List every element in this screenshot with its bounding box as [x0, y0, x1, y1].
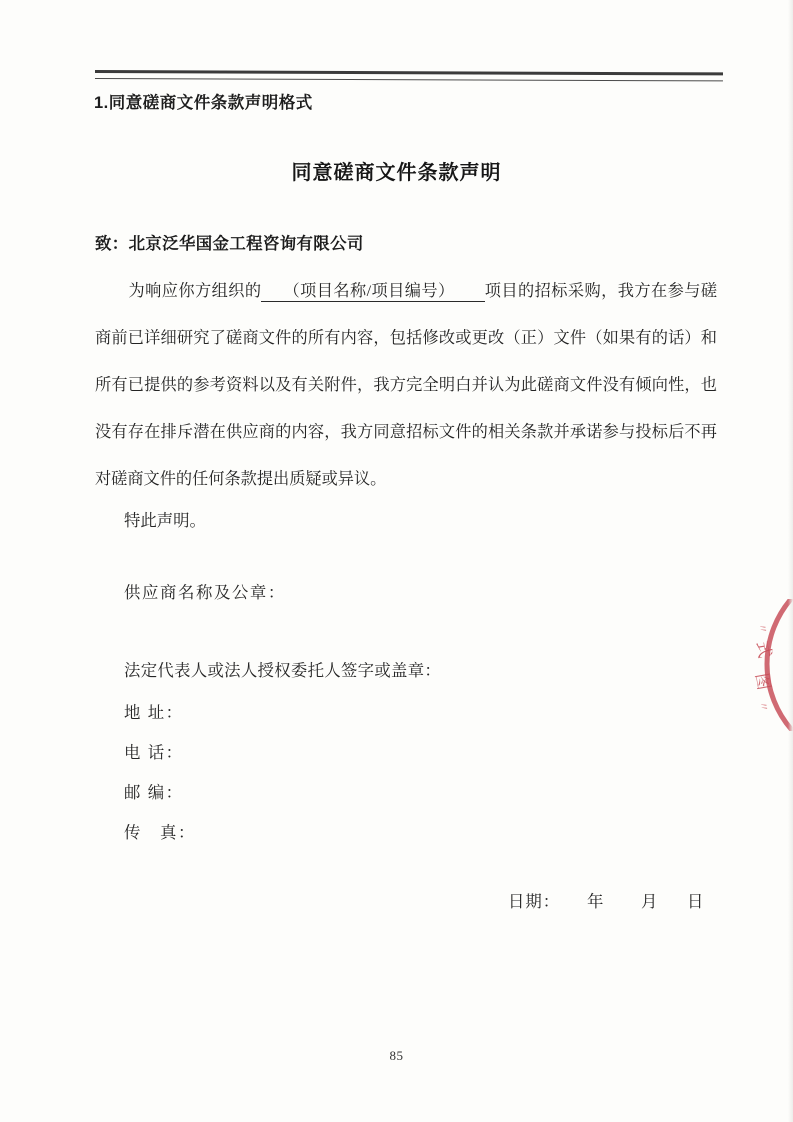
paragraph-line-4: 没有存在排斥潜在供应商的内容，我方同意招标文件的相关条款并承诺参与投标后不再	[95, 423, 717, 441]
seal-stroke-mark-bottom: 〃	[755, 700, 770, 714]
fax-label: 传 真：	[124, 823, 196, 842]
phone-label: 电 话：	[124, 743, 184, 762]
supplier-name-seal-label: 供应商名称及公章：	[124, 583, 286, 602]
statement-paragraph	[95, 268, 717, 503]
seal-char-top: 式	[752, 639, 775, 660]
paragraph-line-3: 所有已提供的参考资料以及有关附件，我方完全明白并认为此磋商文件没有倾向性，也	[95, 376, 717, 394]
date-year-label: 年	[587, 892, 604, 911]
declaration-line: 特此声明。	[124, 511, 206, 530]
paragraph-line-1-post: 项目的招标采购，我方在参与磋	[484, 282, 717, 300]
partial-red-seal	[749, 599, 793, 731]
date-day-label: 日	[687, 892, 704, 911]
seal-char-bottom: 图	[751, 671, 774, 692]
seal-arc-graphic	[749, 599, 793, 731]
postcode-label: 邮 编：	[124, 783, 184, 802]
addressee-line: 致：北京泛华国金工程咨询有限公司	[95, 235, 364, 253]
date-month-label: 月	[641, 892, 658, 911]
seal-stroke-mark-top: 〃	[754, 622, 769, 636]
header-double-rule	[95, 70, 723, 81]
address-label: 地 址：	[124, 703, 184, 722]
project-name-blank-underline: （项目名称/项目编号）	[261, 282, 484, 302]
date-label: 日期：	[508, 892, 561, 911]
page-edge-shading	[788, 0, 793, 1122]
date-line	[0, 888, 793, 910]
paragraph-line-2: 商前已详细研究了磋商文件的所有内容，包括修改或更改（正）文件（如果有的话）和	[95, 329, 717, 347]
document-title: 同意磋商文件条款声明	[291, 162, 502, 184]
page-number: 85	[389, 1048, 404, 1063]
section-heading: 1.同意磋商文件条款声明格式	[94, 94, 313, 112]
paragraph-line-1	[95, 268, 717, 315]
legal-representative-label: 法定代表人或法人授权委托人签字或盖章：	[124, 661, 442, 680]
paragraph-line-1-pre: 为响应你方组织的	[128, 282, 262, 300]
paragraph-line-5: 对磋商文件的任何条款提出质疑或异议。	[95, 470, 387, 488]
